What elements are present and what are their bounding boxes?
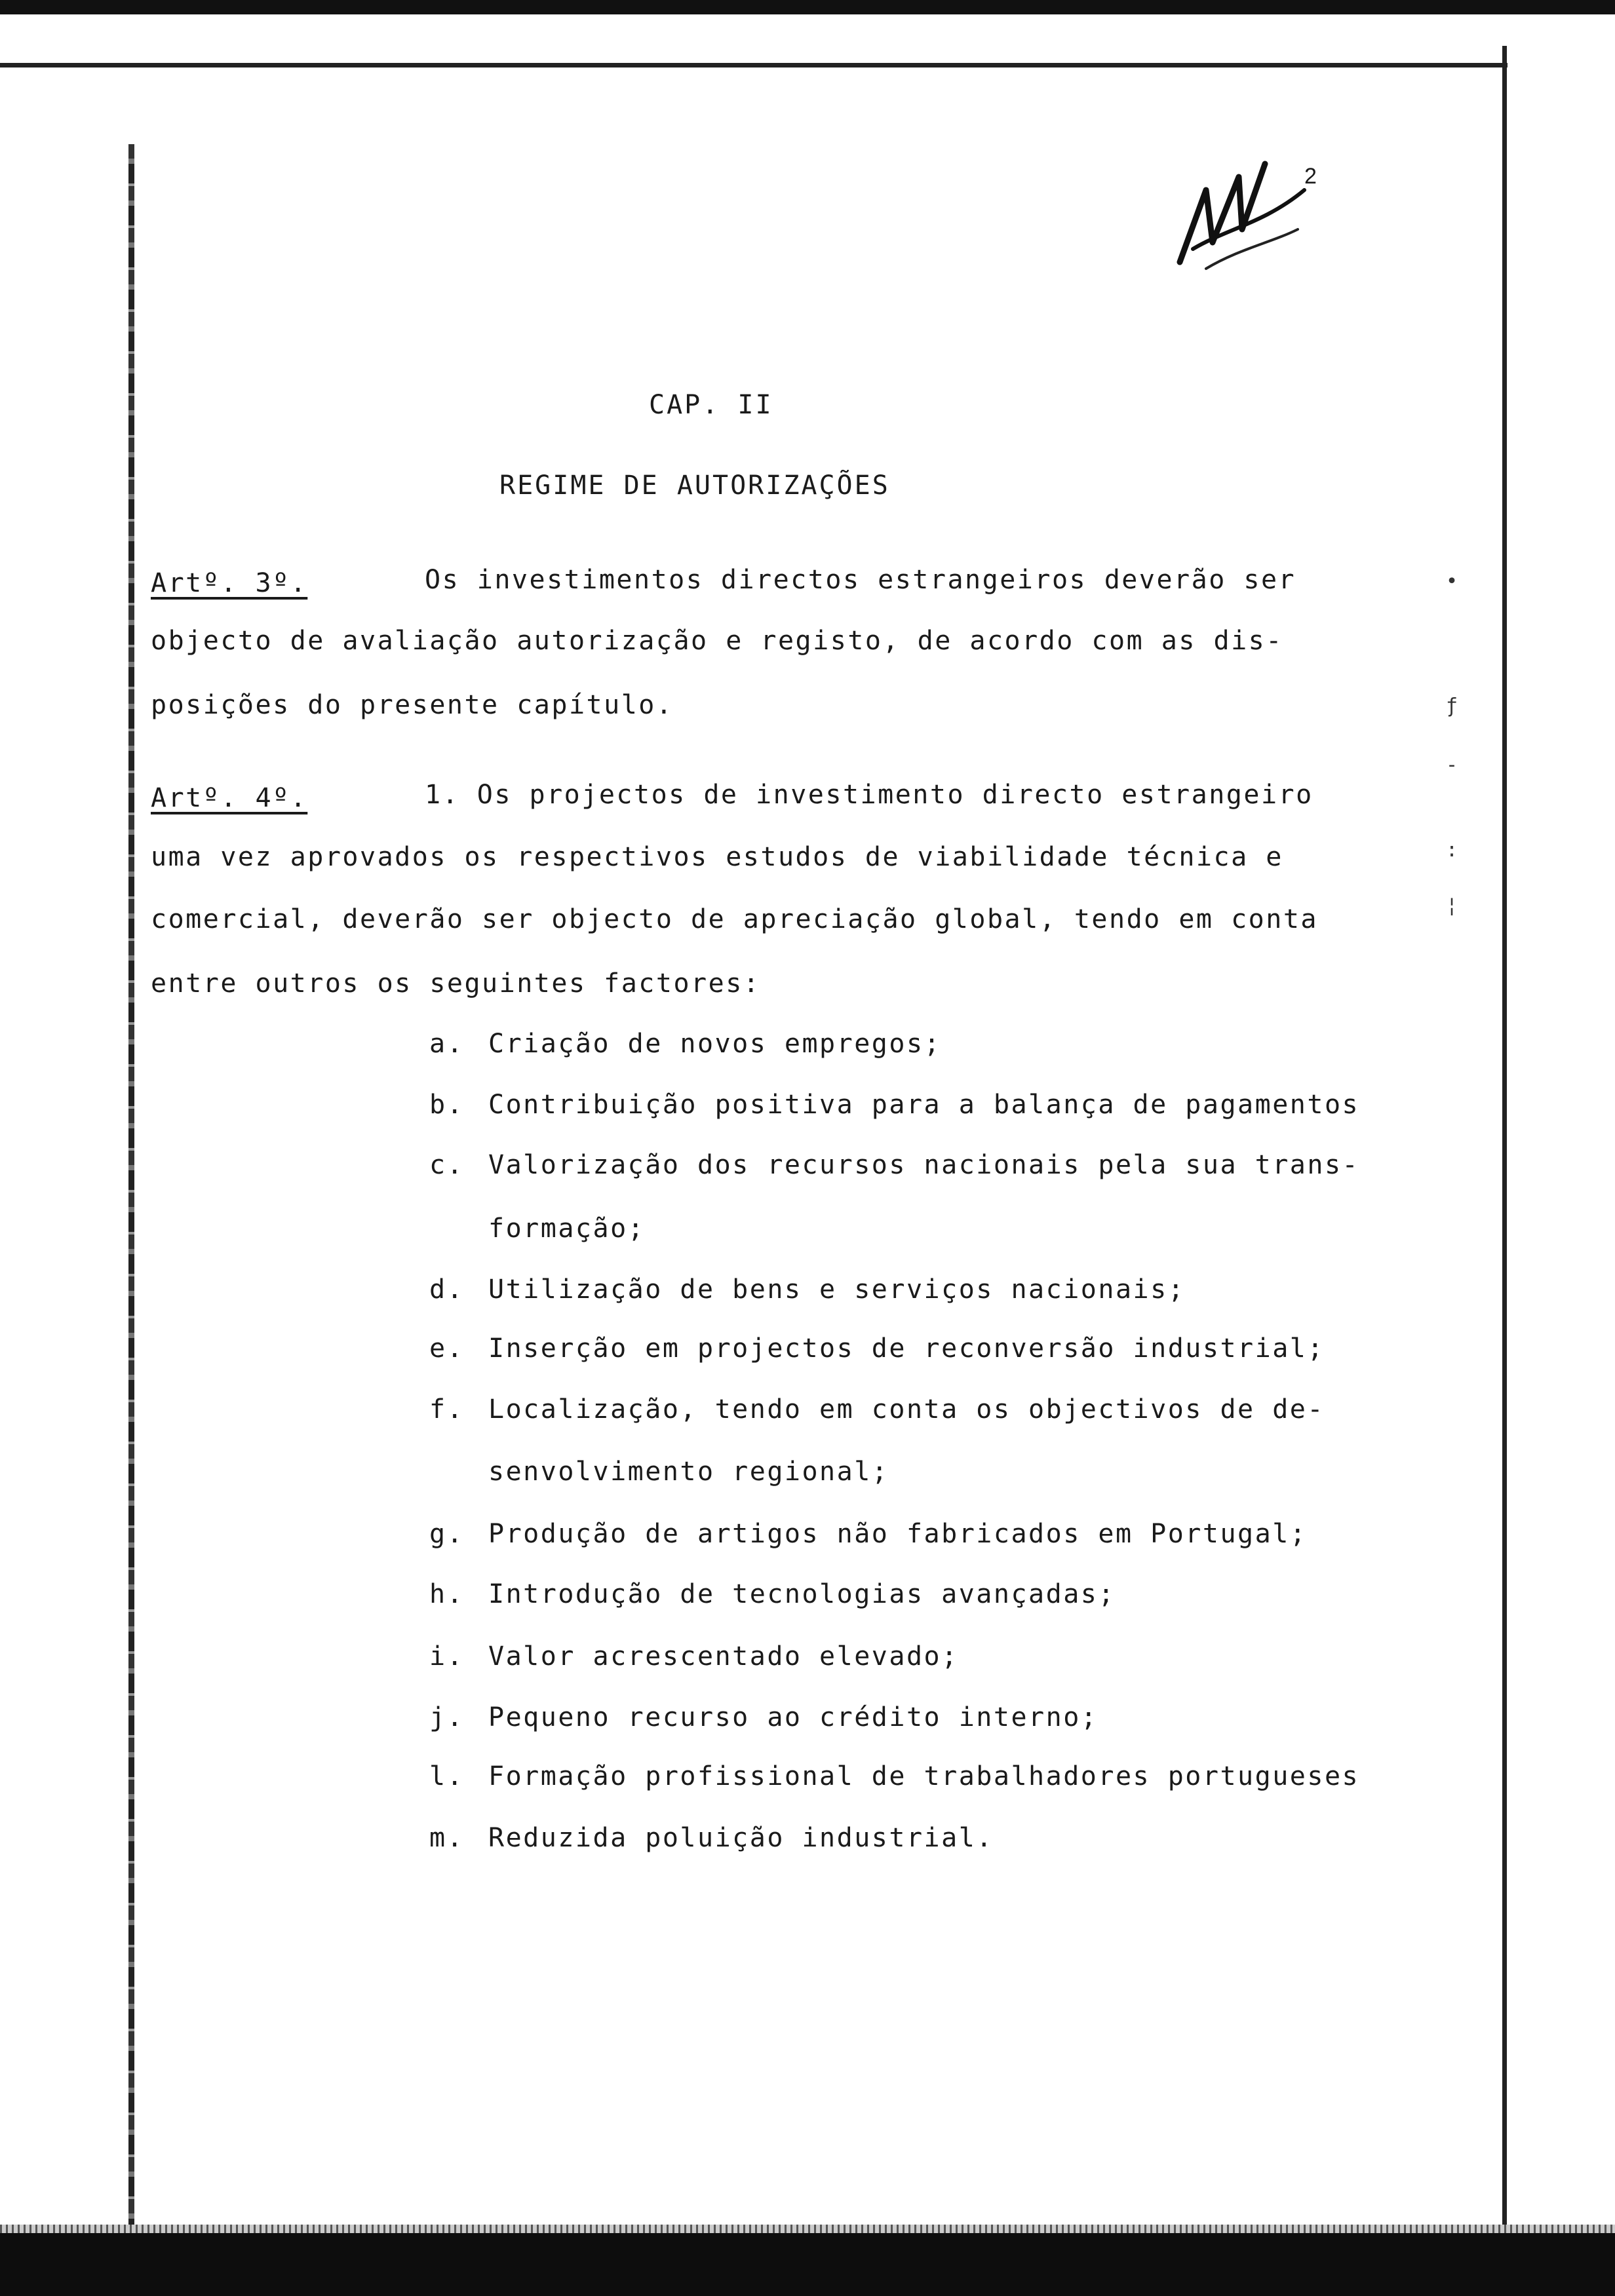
scan-mark: - [1446, 754, 1458, 776]
article-4-line: entre outros os seguintes factores: [151, 968, 761, 999]
list-item: a. Criação de novos empregos; [429, 1029, 942, 1059]
page-number: 2 [1304, 164, 1317, 189]
scan-bottom-border [0, 2233, 1615, 2296]
list-item: i. Valor acrescentado elevado; [429, 1641, 959, 1672]
list-item: j. Pequeno recurso ao crédito interno; [429, 1702, 1099, 1732]
scan-mark: ƒ [1446, 695, 1458, 718]
article-3-line: Os investimentos directos estrangeiros deverão ser [425, 565, 1296, 595]
article-4-line: 1. Os projectos de investimento directo estrangeiro [425, 780, 1313, 810]
article-3-label: Artº. 3º. [151, 568, 308, 598]
list-item: c. Valorização dos recursos nacionais pela sua trans- [429, 1150, 1360, 1180]
scan-left-edge [128, 144, 134, 2228]
article-4-line: comercial, deverão ser objecto de apreciação global, tendo em conta [151, 904, 1318, 934]
list-item: h. Introdução de tecnologias avançadas; [429, 1579, 1116, 1609]
scan-bottom-strip [0, 2225, 1615, 2234]
handwritten-initials-signature [1167, 151, 1311, 282]
article-4-line: uma vez aprovados os respectivos estudos de viabilidade técnica e [151, 842, 1283, 872]
list-item: formação; [488, 1214, 646, 1244]
list-item: m. Reduzida poluição industrial. [429, 1823, 994, 1853]
scan-right-rule [1502, 46, 1507, 2228]
list-item: g. Produção de artigos não fabricados em Portugal; [429, 1519, 1308, 1549]
list-item: f. Localização, tendo em conta os objectivos de de- [429, 1394, 1325, 1425]
chapter-heading: CAP. II [649, 390, 773, 420]
list-item: l. Formação profissional de trabalhadores portugueses [429, 1761, 1360, 1791]
list-item: b. Contribuição positiva para a balança de pagamentos [429, 1090, 1360, 1120]
scan-top-rule [0, 63, 1508, 67]
scan-mark: : [1446, 839, 1458, 862]
article-4-label: Artº. 4º. [151, 783, 308, 813]
scan-mark: • [1446, 570, 1458, 593]
list-item: e. Inserção em projectos de reconversão industrial; [429, 1333, 1325, 1364]
article-3-line: objecto de avaliação autorização e registo, de acordo com as dis- [151, 626, 1283, 656]
scan-top-border [0, 0, 1615, 14]
section-title: REGIME DE AUTORIZAÇÕES [499, 470, 890, 501]
scan-mark: ¦ [1446, 894, 1458, 917]
list-item: senvolvimento regional; [488, 1457, 889, 1487]
article-3-line: posições do presente capítulo. [151, 690, 674, 720]
list-item: d. Utilização de bens e serviços nacionais; [429, 1274, 1186, 1305]
